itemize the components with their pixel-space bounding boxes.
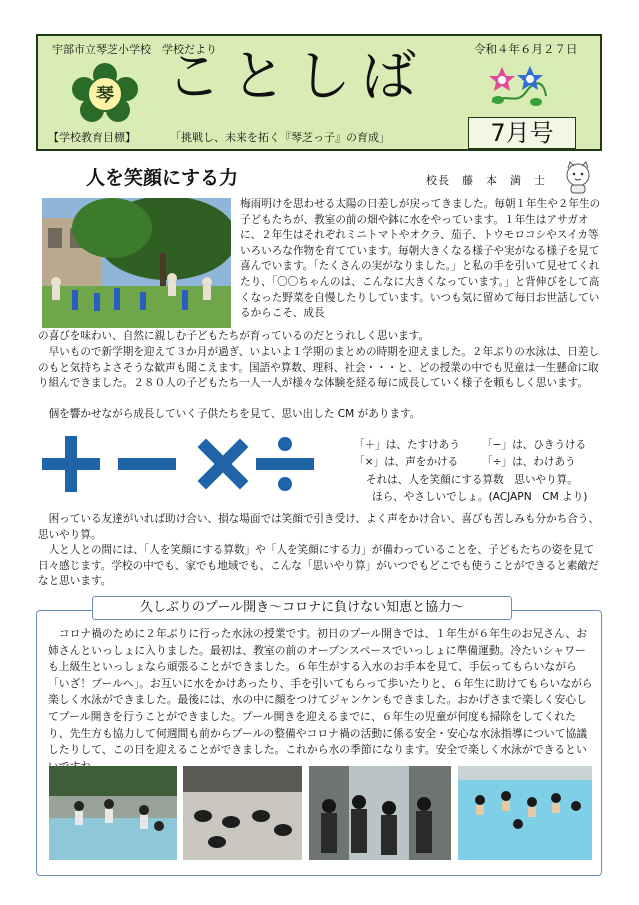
pool-article-title: 久しぶりのプール開き～コロナに負けない知恵と協力～ — [92, 596, 512, 620]
article-headline: 人を笑顔にする力 — [86, 167, 239, 189]
morning-glory-icon — [486, 62, 550, 110]
goal-text: 「挑戦し、未来を拓く『琴芝っ子』の育成」 — [170, 131, 390, 144]
emblem-char: 琴 — [96, 85, 114, 106]
pool-photo-3 — [309, 766, 451, 860]
paragraph-1-continued: の喜びを味わい、自然に親しむ子どもたちが育っているのだとうれしく思います。 — [38, 330, 430, 342]
issue-date: 令和４年６月２７日 — [474, 42, 578, 56]
arithmetic-symbols — [42, 436, 314, 492]
goal-label: 【学校教育目標】 — [48, 131, 136, 144]
cm-minus: 「−」は、ひきうける — [482, 439, 587, 451]
cm-line-3: それは、人を笑顔にする算数 思いやり算。 — [366, 474, 578, 486]
school-emblem-icon — [70, 62, 140, 124]
newsletter-title: ことしば — [166, 44, 427, 108]
issue-number: 7月号 — [468, 117, 576, 149]
school-name: 宇部市立琴芝小学校 学校だより — [52, 43, 217, 56]
paragraph-4: 困っている友達がいれば助け合い、損な場面では笑顔で引き受け、よく声をかけ合い、喜びも苦しみも分かち合う、思いやり算。 — [38, 513, 600, 541]
divide-icon — [256, 437, 314, 491]
pool-photo-2 — [183, 766, 302, 860]
garden-photo — [42, 198, 231, 328]
cm-divide: 「÷」は、わけあう — [482, 456, 576, 468]
pool-article-text: コロナ禍のために２年ぶりに行った水泳の授業です。初日のプール開きでは、１年生が６年生のお兄さん、お姉さんといっしょに入りました。最初は、教室の前のオープンスペースでいっしょに準備運動。冷たいシャワーも上級生といっしょなら頑張ることができました。６年生がする入水のお手本を見て、手伝ってもらいながら「いざ！プールへ」。お互いに水をかけあったり、手を引いてもらって歩いたりと、６年生に助けてもらいながら楽しく水泳ができました。最後には、水の中に顔をつけてジャンケンもできました。おかげさまで楽しく安心してプール開きを行うことができました。プール開きを迎えるまでに、６年生の児童が何度も掃除をしてくれたり、先生方も協力して何週間も前からプールの整備やコロナ禍の活動に係る安全・安心な水泳指導について協議したりして、この日を迎えることができました。これから水の季節になります。安全で楽しく水泳ができるとい — [48, 627, 593, 757]
byline: 校長 藤 本 満 士 — [426, 174, 546, 187]
paragraph-1: 梅雨明けを思わせる太陽の日差しが戻ってきました。毎朝１年生や２年生の子どもたちが、教室の前の畑や鉢に水をやっています。１年生はアサガオに、２年生はそれぞれミニトマトやオクラ、茄子、トウモロコシやスイカ等いろいろな作物を育てています。毎朝大きくなる様子や実がなる様子を見て喜んでいます。「たくさんの実がなりました。」と私の手を引いて見せてくれたり、「〇〇ちゃんのは、こんなに大きくなっています。」と背伸びをして高くなった野菜を自慢したりしています。いつも気に留めて毎日お世話しているからこそ、成長 — [240, 198, 601, 320]
paragraph-2: 早いもので新学期を迎えて３か月が過ぎ、いよいよ１学期のまとめの時期を迎えました。２年ぶりの水泳は、日差しのもと気持ちよさそうな歓声も聞こえます。国語や算数、理科、社会・・・と、どの授業の中でも児童は一生懸命に取り組んできました。２８０人の子どもたち一人一人が様々な体験を経る毎に成長していく様子を頼もしく思います。 — [38, 346, 600, 390]
paragraph-5: 人と人との間には、「人を笑顔にする算数」や「人を笑顔にする力」が備わっていることを、子どもたちの姿を見て日々感じます。学校の中でも、家でも地域でも、こんな「思いやり算」がいつでもどこでも使うことができると素敵だなと思います。 — [38, 544, 599, 588]
cm-plus: 「＋」は、たすけあう — [354, 439, 460, 451]
pool-photo-4 — [458, 766, 592, 860]
paragraph-3: 個を響かせながら成長していく子供たちを見て、思い出した CM があります。 — [48, 408, 421, 420]
times-icon — [181, 436, 266, 492]
mascot-icon — [560, 160, 596, 194]
cm-line-4: ほら、やさしいでしょ。(ACJAPN CM より) — [372, 491, 588, 503]
minus-icon — [118, 458, 176, 470]
pool-photo-1 — [49, 766, 177, 860]
cm-times: 「×」は、声をかける — [354, 456, 459, 468]
